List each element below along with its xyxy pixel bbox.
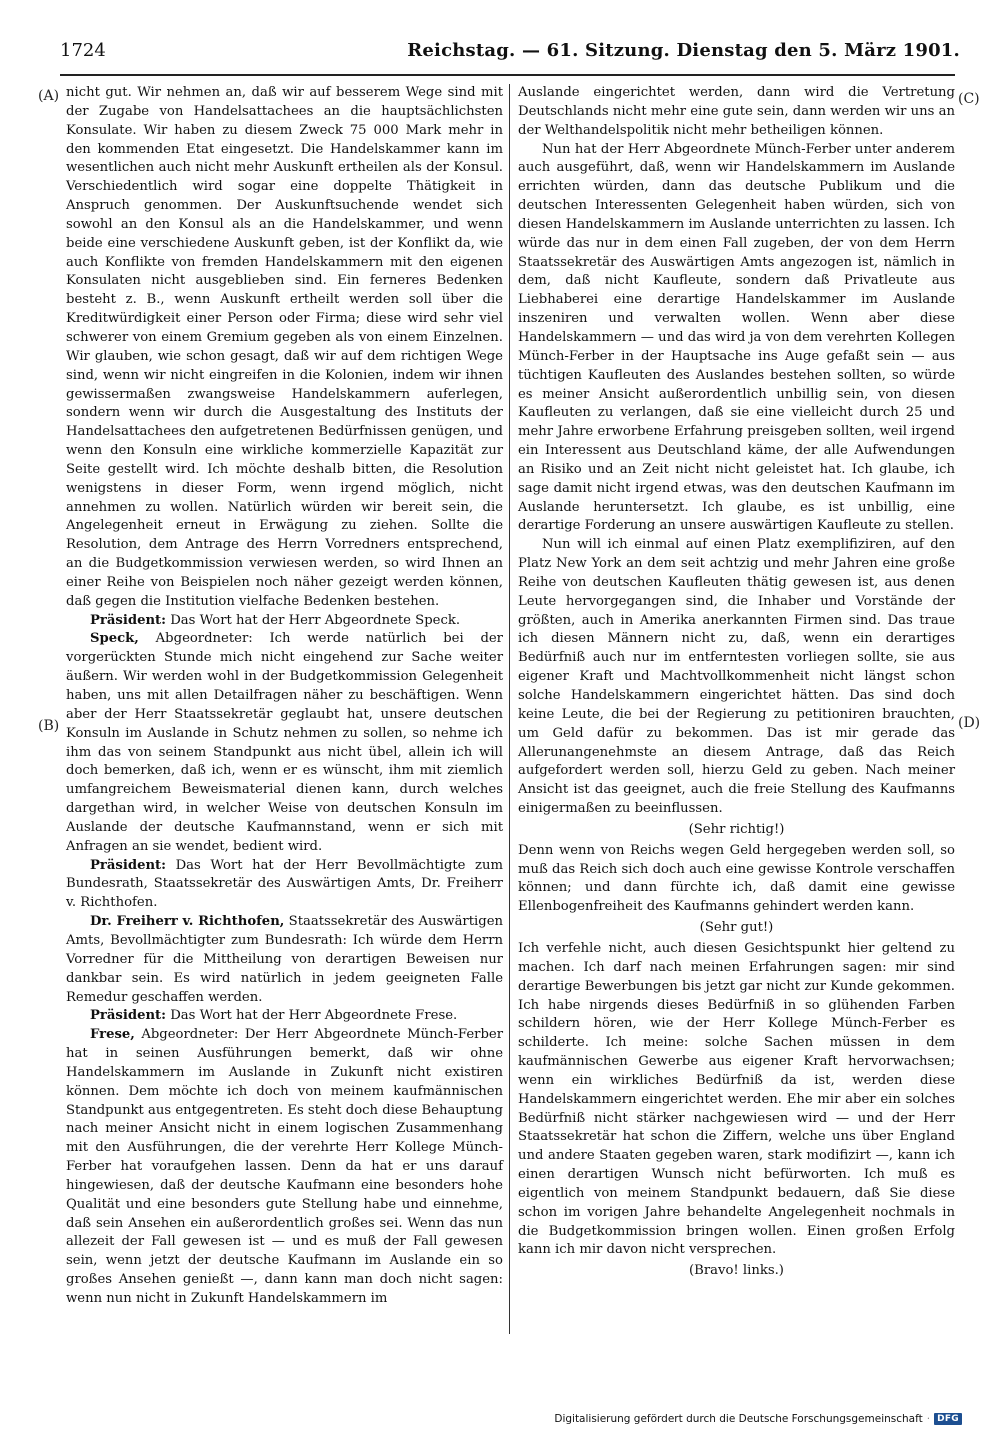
text-paragraph: Ich verfehle nicht, auch diesen Gesichtspunkt hier geltend zu machen. Ich darf nach meinen Erfahrungen sagen: mir sind derartige Bewerbungen bis jetzt gar nicht zur Kunde gekommen. Ich habe nirgends dieses Bedürfniß in so glühenden Farben schildern hören, wie der Herr Kollege Münch-Ferber es schilderte. Ich meine: solche Sachen müssen in dem kaufmännischen Gewerbe aus eigener Kraft hervorwachsen; wenn ein wirkliches Bedürfniß da ist, werden diese Handelskammern eingerichtet werden. Ehe mir aber ein solches Bedürfniß nicht stärker nachgewiesen wird — und der Herr Staatssekretär hat schon die Ziffern, welche uns über England und andere Staaten gegeben waren, stark modifizirt —, kann ich einen derartigen Wunsch nicht befürworten. Ich muß es eigentlich von meinem Standpunkt bedauern, daß Sie diese schon im vorigen Jahre behandelte Angelegenheit nochmals in die Budgetkommission bringen wollen. Einen großen Erfolg kann ich mir davon nicht versprechen. <box>518 940 955 1258</box>
column-divider <box>509 84 510 1334</box>
speech-paragraph <box>66 913 503 1007</box>
speech-paragraph <box>66 1007 503 1026</box>
footer <box>554 1410 962 1428</box>
interjection: (Bravo! links.) <box>689 1263 784 1279</box>
margin-marker-d: (D) <box>958 715 981 731</box>
speech-text: Staatssekretär des Auswärtigen Amts, Bevollmächtigter zum Bundesrath: Ich würde dem Herrn Vorredner für die Mittheilung von derartigen Beweisen nur dankbar sein. Es wird natürlich in jedem geeigneten Falle Remedur geschaffen werden. <box>66 914 503 1005</box>
speaker-name: Dr. Freiherr v. Richthofen, <box>90 914 285 930</box>
speech-paragraph <box>66 630 503 856</box>
page-number: 1724 <box>60 40 106 61</box>
speech-paragraph <box>66 1026 503 1309</box>
right-column <box>518 84 955 1283</box>
speech-text: Das Wort hat der Herr Abgeordnete Speck. <box>166 612 461 628</box>
text-paragraph: Auslande eingerichtet werden, dann wird die Vertretung Deutschlands nicht mehr eine gute sein, dann werden wir uns an der Welthandelspolitik nicht mehr betheiligen können. <box>518 85 955 138</box>
speech-text: Abgeordneter: Ich werde natürlich bei der vorgerückten Stunde mich nicht eingehend zur Sache weiter äußern. Wir werden wohl in der Budgetkommission Gelegenheit haben, uns mit allen Detailfragen näher zu beschäftigen. Wenn aber der Herr Staatssekretär geglaubt hat, unsere deutschen Konsuln im Auslande in Schutz nehmen zu sollen, so nehme ich ihm das von seinem Standpunkt aus nicht übel, allein ich will doch bemerken, daß ich, wenn er es wünscht, ihm mit ziemlich umfangreichem Beweismaterial dienen kann, durch welches dargethan wird, in welcher Weise von deutschen Konsuln im Auslande der deutsche Kaufmannstand, wenn er sich mit Anfragen an sie wendet, bedient wird. <box>66 631 503 854</box>
text-paragraph: nicht gut. Wir nehmen an, daß wir auf besserem Wege sind mit der Zugabe von Handelsattachees an die hauptsächlichsten Konsulate. Wir haben zu diesem Zweck 75 000 Mark mehr in den kommenden Etat eingesetzt. Die Handelskammer kann im wesentlichen auch nicht mehr Auskunft ertheilen als der Konsul. Verschiedentlich wird sogar eine doppelte Thätigkeit in Anspruch genommen. Der Auskunftsuchende wendet sich sowohl an den Konsul als an die Handelskammer, und wenn beide eine verschiedene Auskunft geben, ist der Konflikt da, wie auch Konflikte von fremden Handelskammern mit den eigenen Konsulaten nicht ausgeblieben sind. Ein ferneres Bedenken besteht z. B., wenn Auskunft ertheilt werden soll über die Kreditwürdigkeit einer Person oder Firma; diese wird sehr viel schwerer von einem Gremium gegeben als von einem Einzelnen. Wir glauben, wie schon gesagt, daß wir auf dem richtigen Wege sind, wenn wir nicht eingreifen in die Kolonien, indem wir ihnen gewissermaßen zwangsweise Handelskammern auferlegen, sondern wenn wir durch die Ausgestaltung des Instituts der Handelsattachees den aufgetretenen Bedürfnissen genügen, und wenn den Konsuln eine wirkliche kommerzielle Kapazität zur Seite gestellt wird. Ich möchte deshalb bitten, die Resolution wenigstens in dieser Form, wenn irgend möglich, nicht annehmen zu wollen. Natürlich würden wir bereit sein, die Angelegenheit erneut in Erwägung zu ziehen. Sollte die Resolution, dem Antrage des Herrn Vorredners entsprechend, an die Budgetkommission verwiesen werden, so wird Ihnen an einer Reihe von Beispielen noch näher gezeigt werden können, daß gegen die Institution vielfache Bedenken bestehen. <box>66 85 503 609</box>
header-rule <box>60 74 955 76</box>
dfg-logo: DFG <box>934 1413 962 1425</box>
margin-marker-a: (A) <box>38 88 60 104</box>
speech-text: Das Wort hat der Herr Abgeordnete Frese. <box>166 1008 458 1024</box>
speaker-name: Präsident: <box>90 612 167 628</box>
interjection: (Sehr gut!) <box>699 920 774 936</box>
speech-paragraph <box>66 857 503 914</box>
text-paragraph: Nun will ich einmal auf einen Platz exemplifiziren, auf den Platz New York an dem seit achtzig und mehr Jahren eine große Reihe von deutschen Kaufleuten thätig gewesen ist, aus denen Leute hervorgegangen sind, die Inhaber und Vorstände der größten, auch in Amerika anerkannten Firmen sind. Das traue ich diesen Männern nicht zu, daß, wenn ein derartiges Bedürfniß auch nur im entferntesten vorliegen sollte, sie aus eigener Kraft und Machtvollkommenheit nicht längst schon solche Handelskammern eingerichtet hätten. Das sind doch keine Leute, die bei der Regierung zu petitioniren brauchten, um Geld dafür zu bekommen. Das ist mir gerade das Allerunangenehmste an diesem Antrage, daß das Reich aufgefordert werden soll, hierzu Geld zu geben. Nach meiner Ansicht ist das geeignet, auch die freie Stellung des Kaufmanns einigermaßen zu beeinflussen. <box>518 537 955 817</box>
left-column <box>66 84 503 1309</box>
speech-text: Abgeordneter: Der Herr Abgeordnete Münch-Ferber hat in seinen Ausführungen bemerkt, daß wir ohne Handelskammern im Auslande in Zukunft nicht existiren können. Dem möchte ich doch von meinem kaufmännischen Standpunkt aus entgegentreten. Es steht doch diese Behauptung nach meiner Ansicht nicht in einem logischen Zusammenhang mit den Ausführungen, die der verehrte Herr Kollege Münch-Ferber hat voraufgehen lassen. Denn da hat er uns darauf hingewiesen, daß der deutsche Kaufmann eine besonders hohe Qualität und eine besonders gute Stellung habe und einnehme, daß sein Ansehen ein außerordentlich großes sei. Wenn das nun allezeit der Fall gewesen ist — und es muß der Fall gewesen sein, wenn jetzt der deutsche Kaufmann im Auslande ein so großes Ansehen genießt —, dann kann man doch nicht sagen: wenn nun nicht in Zukunft Handelskammern im <box>66 1027 503 1306</box>
text-paragraph: Nun hat der Herr Abgeordnete Münch-Ferber unter anderem auch ausgeführt, daß, wenn wir Handelskammern im Auslande errichten würden, dann das deutsche Publikum und die deutschen Interessenten Gelegenheit haben würden, sich von diesen Handelskammern im Auslande unterrichten zu lassen. Ich würde das nur in dem einen Fall zugeben, der von dem Herrn Staatssekretär des Auswärtigen Amts angezogen ist, nämlich in dem, daß nicht Kaufleute, sondern daß Privatleute aus Liebhaberei eine derartige Handelskammer im Auslande inszeniren und verwalten wollen. Wenn aber diese Handelskammern — und das wird ja von dem verehrten Kollegen Münch-Ferber in der Hauptsache ins Auge gefaßt sein — aus tüchtigen Kaufleuten des Auslandes bestehen sollten, so würde es meiner Ansicht außerordentlich unbillig sein, von diesen Kaufleuten zu verlangen, daß sie eine vielleicht durch 25 und mehr Jahre erworbene Erfahrung preisgeben sollten, weil irgend ein Interessent aus Deutschland käme, der alle Aufwendungen an Risiko und an Zeit nicht nicht geleistet hat. Ich glaube, ich sage damit nicht irgend etwas, was den deutschen Kaufmann im Auslande heruntersetzt. Ich glaube, es ist unbillig, eine derartige Forderung an unsere auswärtigen Kaufleute zu stellen. <box>518 141 955 534</box>
speech-paragraph <box>66 612 503 631</box>
footer-separator: · <box>926 1413 931 1425</box>
page-title: Reichstag. — 61. Sitzung. Dienstag den 5. März 1901. <box>407 40 960 61</box>
speaker-name: Präsident: <box>90 857 167 873</box>
margin-marker-b: (B) <box>38 718 60 734</box>
speech-text: Das Wort hat der Herr Bevollmächtigte zum Bundesrath, Staatssekretär des Auswärtigen Amts, Dr. Freiherr v. Richthofen. <box>66 857 503 911</box>
interjection: (Sehr richtig!) <box>688 821 785 837</box>
margin-marker-c: (C) <box>958 91 980 107</box>
speaker-name: Speck, <box>90 631 139 647</box>
footer-credit: Digitalisierung gefördert durch die Deutsche Forschungsgemeinschaft <box>554 1413 923 1425</box>
text-paragraph: Denn wenn von Reichs wegen Geld hergegeben werden soll, so muß das Reich sich doch auch eine gewisse Kontrole verschaffen können; und dann fürchte ich, daß damit eine gewisse Ellenbogenfreiheit des Kaufmanns gehindert werden kann. <box>518 842 955 915</box>
speaker-name: Frese, <box>90 1027 135 1043</box>
page-header <box>60 40 960 70</box>
speaker-name: Präsident: <box>90 1008 167 1024</box>
